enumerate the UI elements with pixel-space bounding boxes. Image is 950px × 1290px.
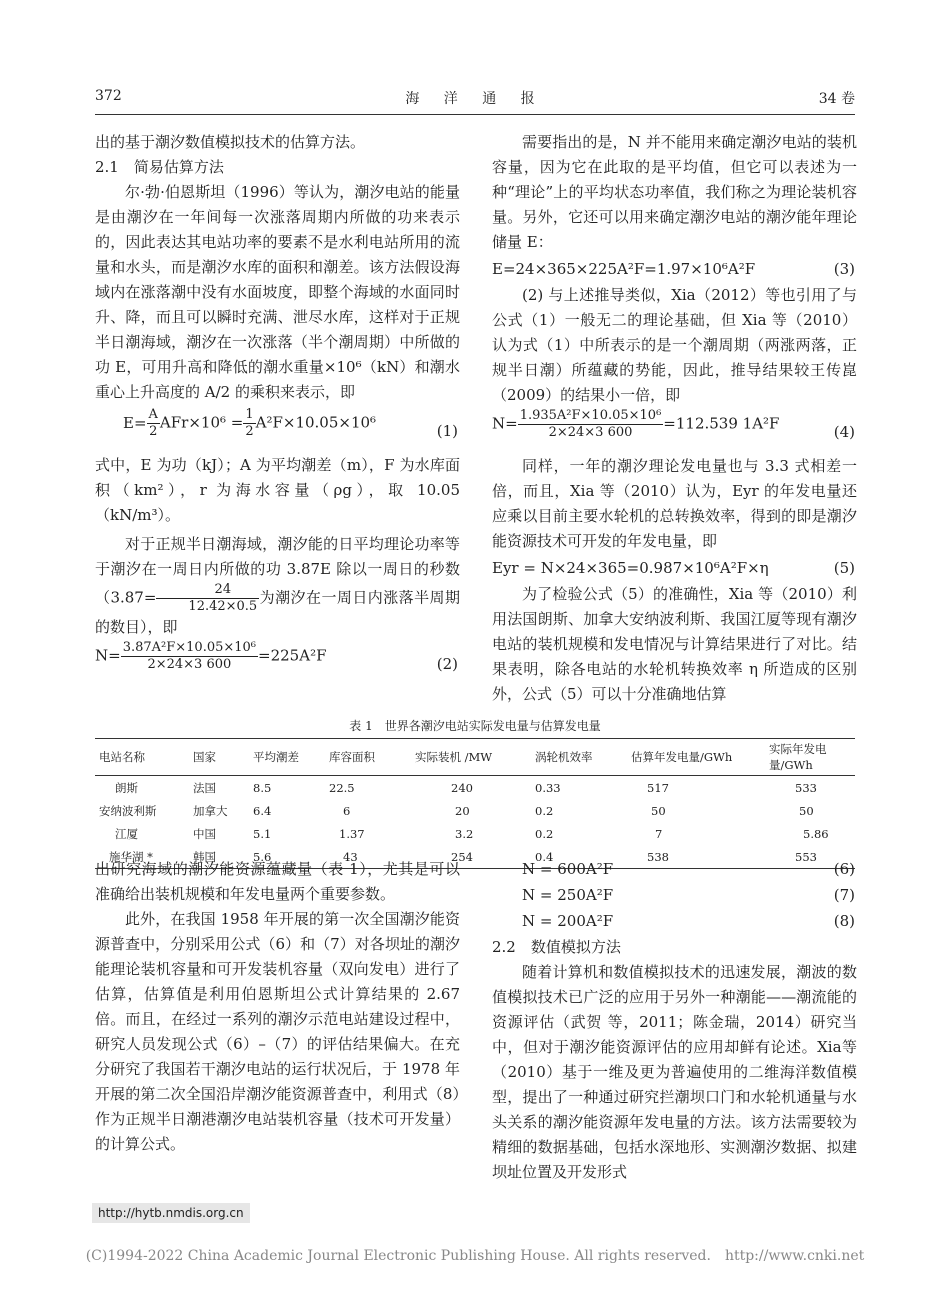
paragraph: 尔·勃·伯恩斯坦（1996）等认为，潮汐电站的能量是由潮汐在一年间每一次涨落周期内所做的功来表示的，因此表达其电站功率的要素不是水利电站所用的流量和水头，而是潮汐水库的面积和潮差。该方法假设海域内在涨落潮中没有水面坡度，即整个海域的水面同时升、降，而且可以瞬时充满、泄尽水库，这样对于正规半日潮海域，潮汐在一次涨落（半个潮周期）中所做的功 E，可用升高和降低的潮水重量×10⁶（kN）和潮水重心上升高度的 A/2 的乘积来表示，即 xyxy=(95,183,460,401)
header-rule xyxy=(95,114,855,115)
table-row: 施华湖 * 韩国 5.6 43 254 0.4 538 553 xyxy=(95,845,855,869)
left-column-bottom xyxy=(95,857,460,1157)
section-heading-2-1: 2.1 简易估算方法 xyxy=(95,158,224,176)
equation-3: E=24×365×225A²F=1.97×10⁶A²F (3) xyxy=(492,257,857,283)
data-table xyxy=(95,738,855,869)
equation-8: N = 200A²F (8) xyxy=(492,909,857,935)
journal-url-link[interactable]: http://hytb.nmdis.org.cn xyxy=(92,1203,250,1223)
equation-number: (7) xyxy=(833,886,855,904)
running-header xyxy=(95,88,855,112)
table-caption: 表 1 世界各潮汐电站实际发电量与估算发电量 xyxy=(349,719,601,733)
paragraph: 式中，E 为功（kJ）；A 为平均潮差（m），F 为水库面积（km²），r 为海水容量（ρg），取 10.05（kN/m³）。 xyxy=(95,456,460,524)
journal-title: 海 洋 通 报 xyxy=(405,91,545,107)
paragraph: 需要指出的是，N 并不能用来确定潮汐电站的装机容量，因为它在此取的是平均值，但它可以表述为一种“理论”上的平均状态功率值，我们称之为理论装机容量。另外，它还可以用来确定潮汐电站的潮汐能年理论储量 E： xyxy=(492,133,857,251)
equation-number: (2) xyxy=(436,655,458,673)
column-header: 实际年发电量/GWh xyxy=(765,739,855,776)
paragraph: (2) 与上述推导类似，Xia（2012）等也引用了与公式（1）一般无二的理论基础，但 Xia 等（2010）认为式（1）中所表示的是一个潮周期（两涨两落，正规半日潮）所蕴藏的势能，因此，推导结果较王传崑（2009）的结果小一倍，即 xyxy=(492,286,857,404)
column-header: 实际装机 /MW xyxy=(411,739,531,776)
column-header: 电站名称 xyxy=(95,739,189,776)
table-row: 江厦 中国 5.1 1.37 3.2 0.2 7 5.86 xyxy=(115,826,829,841)
equation-number: (8) xyxy=(833,912,855,930)
column-header: 库容面积 xyxy=(325,739,411,776)
column-header: 估算年发电量/GWh xyxy=(627,739,765,776)
paragraph: 为了检验公式（5）的准确性，Xia 等（2010）利用法国朗斯、加拿大安纳波利斯、我国江厦等现有潮汐电站的装机规模和发电情况与计算结果进行了对比。结果表明，除各电站的水轮机转换效率 η 所造成的区别外，公式（5）可以十分准确地估算 xyxy=(492,585,857,703)
equation-number: (5) xyxy=(833,559,855,577)
equation-number: (4) xyxy=(833,423,855,441)
equation-1: E= $\frac{A}{2}$ AFr×10⁶ = $\frac{1}{2}$ A²F×10.05×10⁶ (1) xyxy=(95,407,460,453)
paragraph: 出的基于潮汐数值模拟技术的估算方法。 xyxy=(95,133,366,151)
equation-4: N= $\frac{\text{1.935A²F×10.05×10⁶}}{2\times 24\times 3 600}$ =112.539 1A²F (4) xyxy=(492,408,857,454)
column-header: 平均潮差 xyxy=(249,739,325,776)
table-row: 安纳波利斯 加拿大 6.4 6 20 0.2 50 50 xyxy=(99,803,814,818)
paragraph: 此外，在我国 1958 年开展的第一次全国潮汐能资源普查中，分别采用公式（6）和（7）对各坝址的潮汐能理论装机容量和可开发装机容量（双向发电）进行了估算，估算值是利用伯恩斯坦公式计算结果的 2.67 倍。而且，在经过一系列的潮汐示范电站建设过程中，研究人员发现公式（6）–（7）的评估结果偏大。在充分研究了我国若干潮汐电站的运行状况后，于 1978 年开展的第二次全国沿岸潮汐能资源普查中，利用式（8）作为正规半日潮港潮汐电站装机容量（技术可开发量）的计算公式。 xyxy=(95,910,460,1153)
equation-number: (1) xyxy=(436,422,458,440)
equation-6: N = 600A²F (6) xyxy=(492,857,857,883)
left-column-top xyxy=(95,130,460,686)
equation-5: Eyr = N×24×365=0.987×10⁶A²F×η (5) xyxy=(492,556,857,582)
page-number: 372 xyxy=(95,88,122,104)
paragraph: 同样，一年的潮汐理论发电量也与 3.3 式相差一倍，而且，Xia 等（2010）认为，Eyr 的年发电量还应乘以目前主要水轮机的总转换效率，得到的即是潮汐能资源技术可开发的年发电量，即 xyxy=(492,457,857,550)
paragraph: 出研究海域的潮汐能资源蕴藏量（表 1），尤其是可以准确给出装机规模和年发电量两个重要参数。 xyxy=(95,860,460,903)
equation-number: (6) xyxy=(833,860,855,878)
equation-2: N= $\frac{\text{3.87A²F×10.05×10⁶}}{2\times 24\times 3 600}$ =225A²F (2) xyxy=(95,640,460,686)
column-header: 国家 xyxy=(189,739,249,776)
paragraph: 随着计算机和数值模拟技术的迅速发展，潮波的数值模拟技术已广泛的应用于另外一种潮能——潮流能的资源评估（武贺 等，2011；陈金瑞，2014）研究当中，但对于潮汐能资源评估的应用却鲜有论述。Xia等（2010）基于一维及更为普遍使用的二维海洋数值模型，提出了一种通过研究拦潮坝口门和水轮机通量与水头关系的潮汐能资源年发电量的方法。该方法需要较为精细的数据基础，包括水深地形、实测潮汐数据、拟建坝址位置及开发形式 xyxy=(492,963,857,1181)
right-column-bottom xyxy=(492,857,857,1185)
paragraph: 对于正规半日潮海域，潮汐能的日平均理论功率等于潮汐在一周日内所做的功 3.87E 除以一周日的秒数（3.87= $\frac{24}{12.42\times 0.5}$ 为潮汐在一周日内涨落半周期的数目），即 xyxy=(95,535,460,636)
table-row: 朗斯 法国 8.5 22.5 240 0.33 517 533 xyxy=(115,780,817,795)
table-header-row xyxy=(95,739,855,776)
volume-label: 34 卷 xyxy=(818,91,855,107)
section-heading-2-2: 2.2 数值模拟方法 xyxy=(492,938,621,956)
column-header: 涡轮机效率 xyxy=(531,739,627,776)
equation-7: N = 250A²F (7) xyxy=(492,883,857,909)
right-column-top xyxy=(492,130,857,707)
copyright-footer: (C)1994-2022 China Academic Journal Electronic Publishing House. All rights reserved. http://www.cnki.net xyxy=(85,1248,865,1264)
equation-number: (3) xyxy=(833,260,855,278)
